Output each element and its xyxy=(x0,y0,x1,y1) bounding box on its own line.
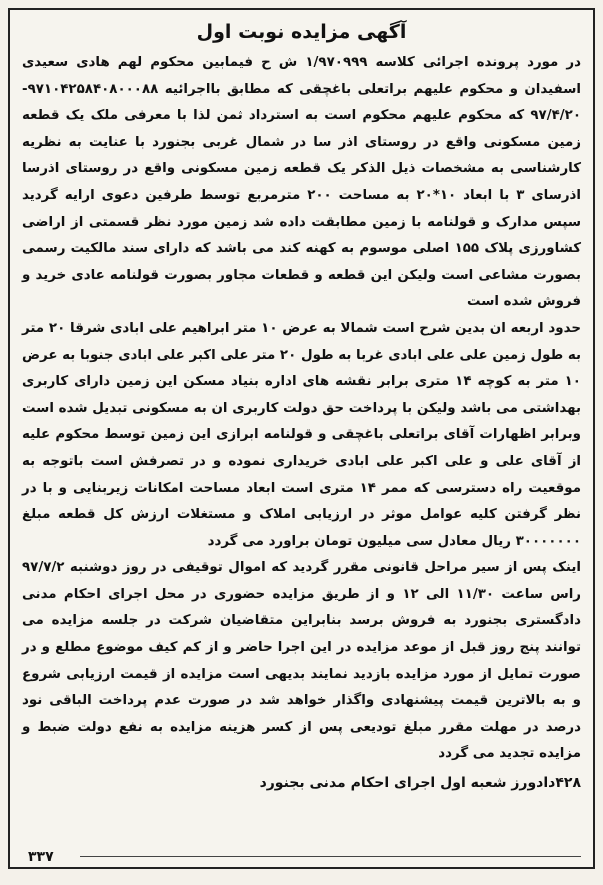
paragraph-auction-terms: اینک پس از سیر مراحل قانونی مقرر گردید که اموال توقیفی در روز دوشنبه ۹۷/۷/۲ راس ساعت ۱۱/۳۰ الی ۱۲ و از طریق مزایده حضوری در محل اجرای احکام مدنی دادگستری بجنورد به فروش برسد بنابراین متقاضیان شرکت در جلسه مزایده می توانند پنج روز قبل از موعد مزایده در این اجرا حاضر و از کم کیف موضوع مطلع و در صورت تمایل از مورد مزایده بازدید نمایند بدیهی است مزایده از قیمت ارزیابی شروع و به بالاترین قیمت پیشنهادی واگذار خواهد شد در صورت عدم پرداخت الباقی نود درصد در مهلت مقرر مبلغ تودیعی پس از کسر هزینه مزایده به نفع دولت ضبط و مزایده تجدید می گردد xyxy=(22,560,582,762)
footer-divider xyxy=(80,856,581,857)
paragraph-case-details: در مورد پرونده اجرائی کلاسه ۱/۹۷۰۹۹۹ ش ح فیمابین محکوم لهم هادی سعیدی اسفیدان و محکوم علیهم براتعلی باغچقی که مطابق بااجرائیه ۹۷۱۰۴۲۵۸۴۰۸۰۰۰۸۸- ۹۷/۴/۲۰ که محکوم علیهم محکوم است به استرداد ثمن لذا با معرفی ملک یک قطعه زمین مسکونی واقع در روستای اذر سا در شمال غربی بجنورد با عنایت به نظریه کارشناسی به مشخصات ذیل الذکر یک قطعه زمین مسکونی واقع در روستای اذرسا اذرسای ۳ با ابعاد ۱۰*۲۰ به مساحت ۲۰۰ مترمربع توسط طرفین دعوی ارایه گردید سپس مدارک و قولنامه با زمین مطابقت داده شد زمین مورد نظر قسمتی از اراضی کشاورزی پلاک ۱۵۵ اصلی موسوم به کهنه کند می باشد که دارای سند مالکیت رسمی بصورت مشاعی است ولیکن این قطعه و قطعات مجاور بصورت قولنامه عادی خرید و فروش شده است xyxy=(22,55,582,310)
notice-title: آگهی مزایده نوبت اول xyxy=(196,21,407,43)
notice-body xyxy=(22,50,581,768)
footer-number: ۳۳۷ xyxy=(28,849,54,865)
signature-line: ۴۲۸دادورز شعبه اول اجرای احکام مدنی بجنورد xyxy=(259,775,581,792)
paragraph-boundaries: حدود اربعه ان بدین شرح است شمالا به عرض ۱۰ متر ابراهیم علی ابادی شرقا ۲۰ متر به طول زمین علی علی ابادی غربا به طول ۲۰ متر علی اکبر علی ابادی جنوبا به عرض ۱۰ متر به کوچه ۱۴ متری برابر نقشه های اداره بنیاد مسکن این زمین دارای کاربری بهداشتی می باشد ولیکن با پرداخت حق دولت کاربری ان به مسکونی تبدیل شده است وبرابر اظهارات آقای براتعلی باغچقی و قولنامه ابرازی این زمین توسط محکوم علیه از آقای علی و علی اکبر علی ابادی خریداری نموده و در تصرفش است باتوجه به موقعیت راه دسترسی که ممر ۱۴ متری است ابعاد مساحت امکانات زیربنایی و با در نظر گرفتن کلیه عوامل موثر در ارزیابی املاک و مستغلات ارزش کل قطعه مبلغ ۳۰۰۰۰۰۰۰ ریال معادل سی میلیون تومان براورد می گردد xyxy=(22,320,581,549)
auction-notice xyxy=(8,8,595,869)
